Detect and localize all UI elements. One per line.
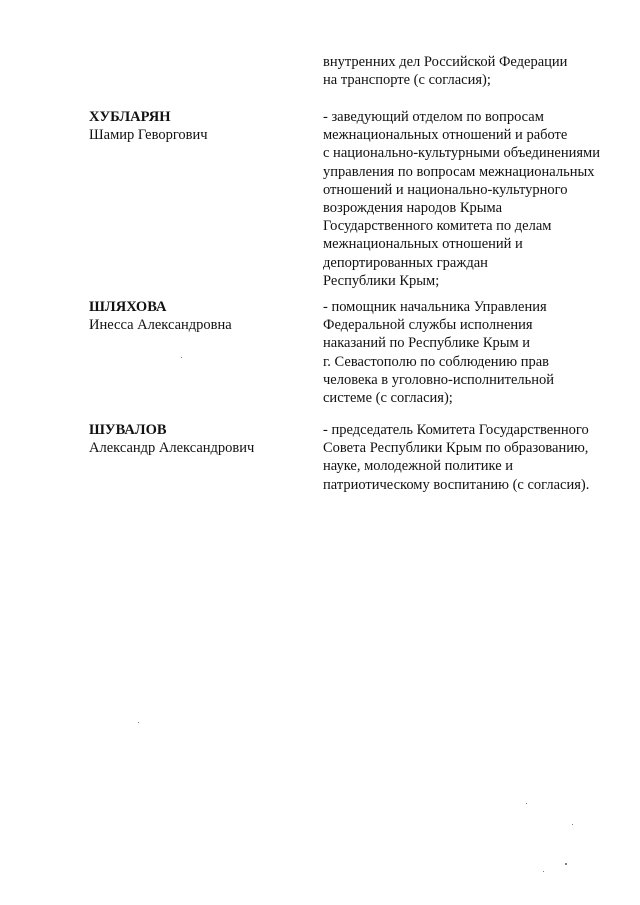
description-line: патриотическому воспитанию (с согласия). (323, 476, 590, 493)
description-line: межнациональных отношений и работе (323, 127, 568, 144)
description-line: - председатель Комитета Государственного (323, 422, 589, 438)
description-line: возрождения народов Крыма (323, 200, 503, 217)
continuation-line: на транспорте (с согласия); (323, 72, 491, 89)
description-line: науке, молодежной политике и (323, 458, 514, 475)
scan-speck (138, 722, 139, 723)
member-name-block (89, 421, 309, 457)
description-line: Совета Республики Крым по образованию, (323, 440, 589, 457)
member-description (323, 108, 628, 290)
description-line: Федеральной службы исполнения (323, 317, 533, 334)
member-name-block (89, 108, 309, 144)
scan-speck (572, 824, 573, 825)
continuation-text (323, 53, 623, 89)
member-given-names: Александр Александрович (89, 440, 255, 456)
member-description (323, 421, 628, 494)
scan-speck (181, 357, 182, 358)
description-line: депортированных граждан (323, 254, 488, 271)
member-surname: ХУБЛАРЯН (89, 109, 171, 125)
scan-speck (526, 803, 527, 804)
description-line: Государственного комитета по делам (323, 218, 552, 235)
scan-speck (543, 871, 544, 872)
description-line: человека в уголовно-исполнительной (323, 371, 554, 388)
description-line: управления по вопросам межнациональных (323, 163, 595, 180)
member-description (323, 298, 628, 407)
member-given-names: Инесса Александровна (89, 317, 232, 333)
scan-speck (565, 863, 567, 865)
continuation-line: внутренних дел Российской Федерации (323, 54, 568, 70)
member-name-block (89, 298, 309, 334)
member-given-names: Шамир Геворгович (89, 127, 208, 143)
description-line: наказаний по Республике Крым и (323, 335, 531, 352)
description-line: межнациональных отношений и (323, 236, 523, 253)
member-surname: ШЛЯХОВА (89, 299, 167, 315)
description-line: системе (с согласия); (323, 390, 453, 407)
description-line: Республики Крым; (323, 272, 440, 289)
description-line: отношений и национально-культурного (323, 181, 568, 198)
member-surname: ШУВАЛОВ (89, 422, 167, 438)
description-line: с национально-культурными объединениями (323, 145, 600, 162)
description-line: - заведующий отделом по вопросам (323, 109, 544, 125)
description-line: г. Севастополю по соблюдению прав (323, 353, 550, 370)
description-line: - помощник начальника Управления (323, 299, 547, 315)
